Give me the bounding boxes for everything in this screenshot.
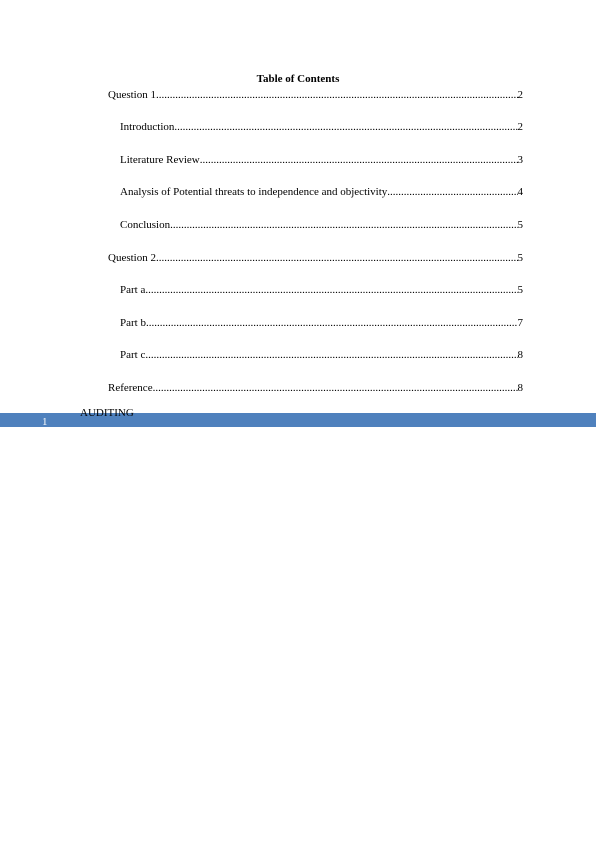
toc-entry-page: 8 bbox=[517, 349, 523, 361]
toc-entry-page: 2 bbox=[517, 89, 523, 101]
toc-entry-page: 5 bbox=[517, 284, 523, 296]
toc-leader-dots bbox=[387, 185, 517, 199]
toc-entry-page: 5 bbox=[517, 219, 523, 231]
toc-entry-literature-review[interactable] bbox=[120, 153, 523, 167]
toc-entry-label: Reference bbox=[108, 382, 153, 394]
toc-entry-part-b[interactable] bbox=[120, 316, 523, 330]
toc-entry-part-a[interactable] bbox=[120, 283, 523, 297]
toc-entry-analysis[interactable] bbox=[120, 185, 523, 199]
toc-leader-dots bbox=[200, 153, 518, 167]
toc-title: Table of Contents bbox=[256, 73, 340, 85]
toc-leader-dots bbox=[145, 348, 517, 362]
toc-entry-page: 3 bbox=[517, 154, 523, 166]
toc-entry-page: 4 bbox=[517, 186, 523, 198]
toc-leader-dots bbox=[145, 283, 517, 297]
toc-leader-dots bbox=[174, 120, 517, 134]
toc-entry-introduction[interactable] bbox=[120, 120, 523, 134]
toc-entry-label: Conclusion bbox=[120, 219, 171, 231]
toc-entry-conclusion[interactable] bbox=[120, 218, 523, 232]
toc-entry-part-c[interactable] bbox=[120, 348, 523, 362]
toc-entry-label: Part a bbox=[120, 284, 146, 296]
toc-entry-label: Analysis of Potential threats to independence and objectivity bbox=[120, 186, 388, 198]
toc-entry-label: Literature Review bbox=[120, 154, 200, 166]
toc-entry-page: 2 bbox=[517, 121, 523, 133]
footer-page-number: 1 bbox=[42, 416, 48, 428]
toc-entry-label: Part b bbox=[120, 317, 146, 329]
toc-entry-page: 8 bbox=[517, 382, 523, 394]
footer-running-head: AUDITING bbox=[80, 407, 134, 419]
toc-entry-page: 7 bbox=[517, 317, 523, 329]
toc-entry-label: Question 2 bbox=[108, 252, 156, 264]
toc-entry-reference[interactable] bbox=[108, 381, 523, 395]
toc-leader-dots bbox=[170, 218, 517, 232]
toc-leader-dots bbox=[156, 251, 518, 265]
toc-entry-question-1[interactable] bbox=[108, 88, 523, 102]
toc-leader-dots bbox=[153, 381, 518, 395]
toc-leader-dots bbox=[156, 88, 518, 102]
toc-entry-label: Question 1 bbox=[108, 89, 156, 101]
toc-entry-label: Part c bbox=[120, 349, 146, 361]
toc-entry-page: 5 bbox=[517, 252, 523, 264]
toc-entry-label: Introduction bbox=[120, 121, 175, 133]
toc-entry-question-2[interactable] bbox=[108, 251, 523, 265]
toc-leader-dots bbox=[146, 316, 518, 330]
